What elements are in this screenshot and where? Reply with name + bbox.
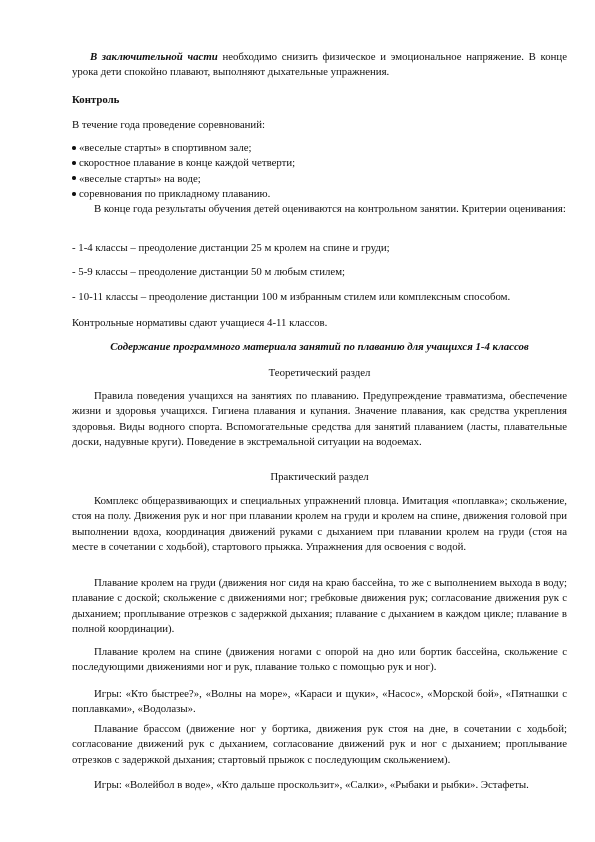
list-item: соревнования по прикладному плаванию. [72, 187, 567, 202]
list-item: «веселые старты» в спортивном зале; [72, 141, 567, 156]
bullet-icon [72, 161, 76, 165]
intro-paragraph [72, 50, 567, 81]
practice-paragraph: Плавание кролем на груди (движения ног сидя на краю бассейна, то же с выполнением выхода в воду; плавание с доской; скольжение с движениями ног; гребковые движения рук; согласование движения рук с дыханием; проплывание отрезков с задержкой дыхания; плавание с дыханием в каждом цикле; плавание в полной координации). [72, 577, 567, 636]
practice-paragraph: Комплекс общеразвивающих и специальных упражнений пловца. Имитация «поплавка»; скольжение, стоя на полу. Движения рук и ног при плавании кролем на груди и кролем на спине, движения головой при выполнении вдоха, координация движений руками с дыханием при плавании кролем на груди (стоя на месте в сочетании с ходьбой), стартового прыжка. Упражнения для освоения с водой. [72, 495, 567, 554]
practice-paragraph: Плавание брассом (движение ног у бортика, движения рук стоя на дне, в сочетании с ходьбой; согласование движений рук с дыханием, согласование движений рук и ног с дыханием; проплывание отрезков с задержкой дыхания; стартовый прыжок с последующим скольжением). [72, 723, 567, 766]
intro-emphasis: В заключительной части [90, 51, 218, 63]
bullet-icon [72, 146, 76, 150]
list-item: скоростное плавание в конце каждой четверти; [72, 156, 567, 171]
competition-list [72, 141, 567, 203]
criterion-item: - 1-4 классы – преодоление дистанции 25 м кролем на спине и груди; [72, 242, 390, 254]
theory-heading: Теоретический раздел [268, 367, 371, 379]
practice-paragraph: Игры: «Волейбол в воде», «Кто дальше проскользит», «Салки», «Рыбаки и рыбки». Эстафеты. [94, 779, 529, 791]
control-heading: Контроль [72, 94, 120, 106]
list-item: «веселые старты» на воде; [72, 172, 567, 187]
theory-paragraph: Правила поведения учащихся на занятиях по плаванию. Предупреждение травматизма, обеспечение жизни и здоровья учащихся. Гигиена плавания и купания. Значение плавания, как средства укрепления здоровья. Виды водного спорта. Вспомогательные средства для занятий плаванием (ласты, плавательные доски, надувные круги). Поведение в экстремальной ситуации на водоемах. [72, 390, 567, 449]
norms-paragraph: Контрольные нормативы сдают учащиеся 4-11 классов. [72, 317, 328, 329]
intro-text: необходимо снизить физическое и эмоциональное напряжение. В конце урока дети спокойно плавают, выполняют дыхательные упражнения. [72, 51, 568, 79]
bullet-icon [72, 192, 76, 196]
bullet-icon [72, 176, 76, 180]
practice-paragraph: Плавание кролем на спине (движения ногами с опорой на дно или бортик бассейна, скольжение с последующими движениями ног и рук, плавание только с помощью рук и ног). [72, 646, 567, 674]
practice-paragraph: Игры: «Кто быстрее?», «Волны на море», «Караси и щуки», «Насос», «Морской бой», «Пятнашки с поплавками», «Водолазы». [72, 688, 567, 716]
control-lead: В течение года проведение соревнований: [72, 119, 265, 131]
criterion-item: - 10-11 классы – преодоление дистанции 100 м избранным стилем или комплексным способом. [72, 291, 511, 303]
content-title: Содержание программного материала занятий по плаванию для учащихся 1-4 классов [110, 341, 529, 353]
results-paragraph: В конце года результаты обучения детей оцениваются на контрольном занятии. Критерии оценивания: [94, 203, 566, 215]
practice-heading: Практический раздел [270, 471, 369, 483]
criterion-item: - 5-9 классы – преодоление дистанции 50 м любым стилем; [72, 266, 346, 278]
